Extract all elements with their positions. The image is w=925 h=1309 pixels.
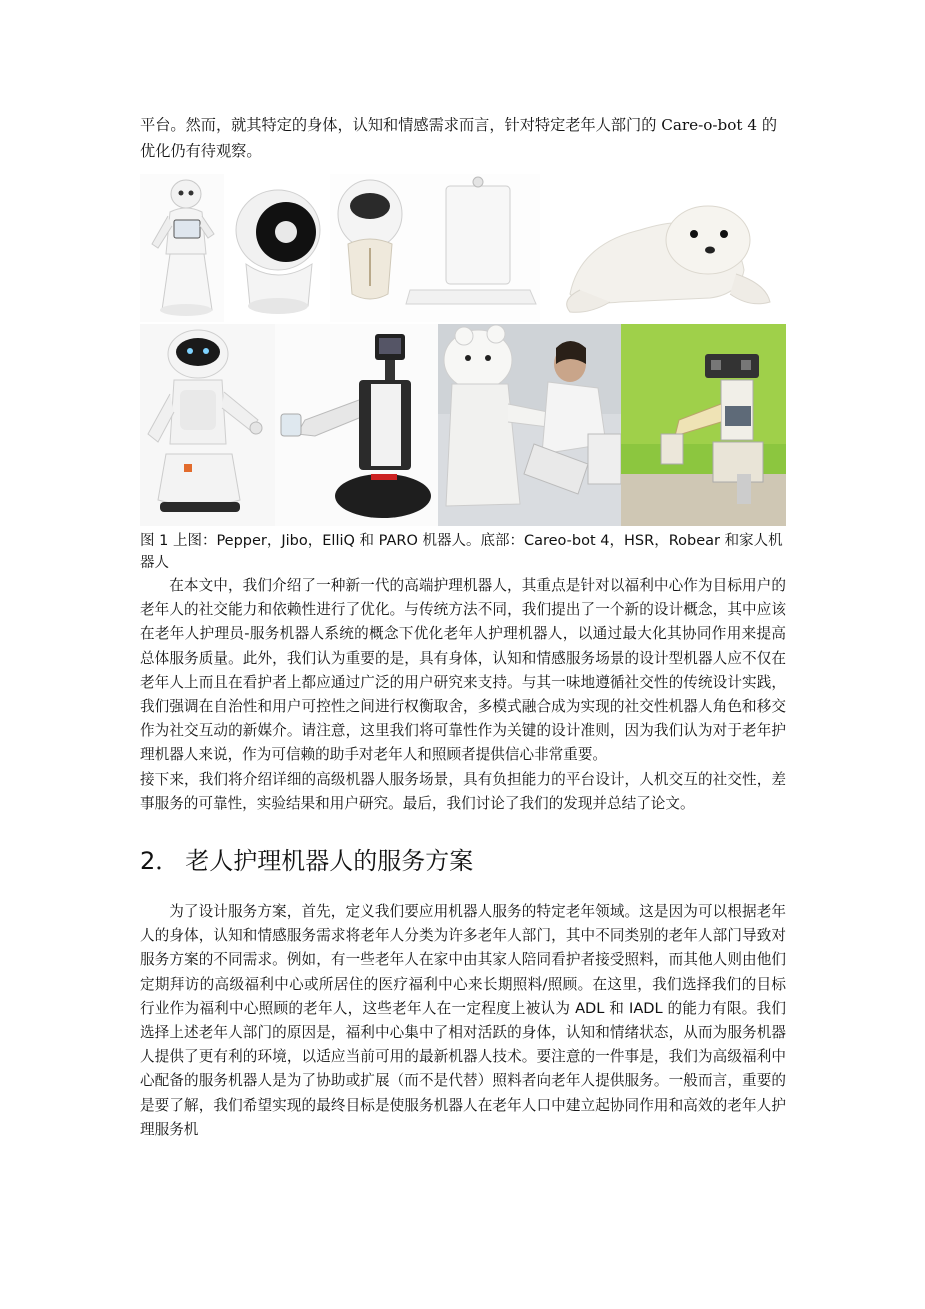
robear-robot-image — [438, 324, 621, 526]
body-paragraph-2: 接下来，我们将介绍详细的高级机器人服务场景，具有负担能力的平台设计，人机交互的社交性，差事服务的可靠性，实验结果和用户研究。最后，我们讨论了我们的发现并总结了论文。 — [140, 770, 786, 812]
section-heading — [140, 844, 786, 878]
pepper-robot-image — [140, 174, 224, 322]
robot-figure — [140, 174, 786, 526]
section-number: 2． — [140, 847, 180, 876]
home-robot-image — [621, 324, 786, 526]
figure-top-row — [140, 174, 786, 322]
elliq-robot-image — [330, 174, 540, 322]
hsr-robot-image — [275, 324, 438, 526]
figure-caption: 图 1 上图：Pepper，Jibo，ElliQ 和 PARO 机器人。底部：Careo-bot 4，HSR，Robear 和家人机器人 — [140, 533, 783, 571]
body-paragraph-1: 在本文中，我们介绍了一种新一代的高端护理机器人，其重点是针对以福利中心作为目标用户的老年人的社交能力和依赖性进行了优化。与传统方法不同，我们提出了一个新的设计概念，其中应该在老年人护理员-服务机器人系统的概念下优化老年人护理机器人，以通过最大化其协同作用来提高总体服务质量。此外，我们认为重要的是，具有身体，认知和情感服务场景的设计型机器人应不仅在老年人上而且在看护者上都应通过广泛的用户研究来支持。与其一味地遵循社交性的传统设计实践，我们强调在自治性和用户可控性之间进行权衡取舍，多模式融合成为实现的社交性机器人角色和移交作为社交互动的新媒介。请注意，这里我们将可靠性作为关键的设计准则，因为我们认为对于老年护理机器人来说，作为可信赖的助手对老年人和照顾者提供信心非常重要。 — [140, 577, 786, 764]
jibo-robot-image — [224, 174, 330, 322]
section-title: 老人护理机器人的服务方案 — [185, 847, 474, 876]
section-paragraph: 为了设计服务方案，首先，定义我们要应用机器人服务的特定老年领域。这是因为可以根据老年人的身体，认知和情感服务需求将老年人分类为许多老年人部门，其中不同类别的老年人部门导致对服务方案的不同需求。例如，有一些老年人在家中由其家人陪同看护者接受照料，而其他人则由他们定期拜访的高级福利中心或所居住的医疗福利中心来长期照料/照顾。在这里，我们选择我们的目标行业作为福利中心照顾的老年人，这些老年人在一定程度上被认为 ADL 和 IADL 的能力有限。我们选择上述老年人部门的原因是，福利中心集中了相对活跃的身体，认知和情绪状态，从而为服务机器人提供了更有利的环境，以适应当前可用的最新机器人技术。要注意的一件事是，我们为高级福利中心配备的服务机器人是为了协助或扩展（而不是代替）照料者向老年人提供服务。一般而言，重要的是要了解，我们希望实现的最终目标是使服务机器人在老年人口中建立起协同作用和高效的老年人护理服务机 — [140, 903, 786, 1138]
figure-bottom-row — [140, 324, 786, 526]
care-o-bot-4-image — [140, 324, 275, 526]
paro-robot-image — [540, 174, 786, 322]
intro-paragraph: 平台。然而，就其特定的身体，认知和情感需求而言，针对特定老年人部门的 Care-o-bot 4 的优化仍有待观察。 — [140, 116, 778, 160]
document-page — [140, 112, 786, 1142]
